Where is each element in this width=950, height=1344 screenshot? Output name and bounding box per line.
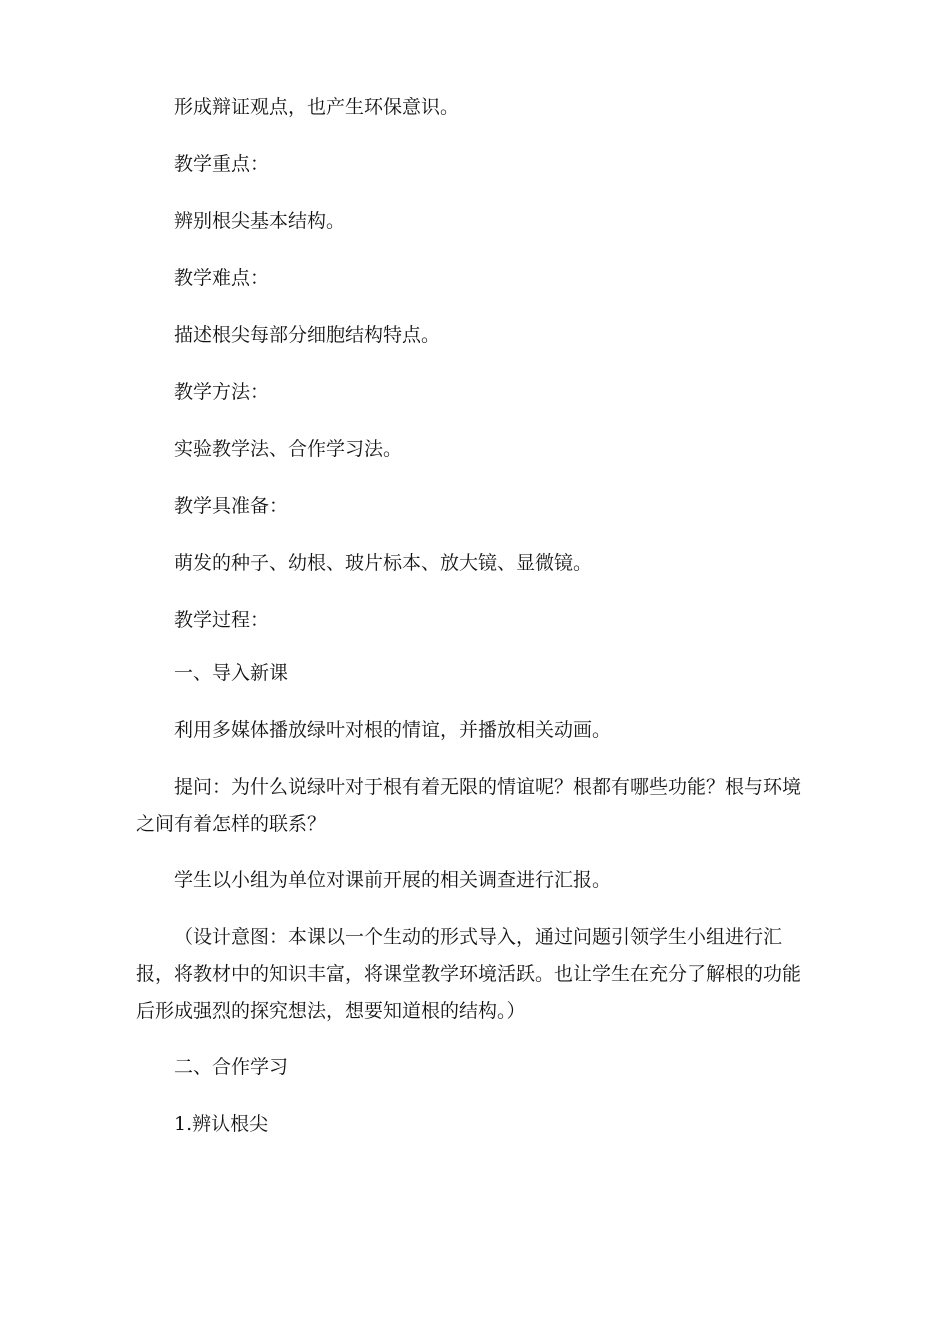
- heading-section-one: 一、导入新课: [174, 662, 289, 684]
- heading-subsection-one: 1.辨认根尖: [174, 1113, 269, 1135]
- heading-teaching-difficulties: 教学难点：: [174, 267, 270, 289]
- paragraph-difficulties: 描述根尖每部分细胞结构特点。: [174, 324, 441, 346]
- heading-teaching-materials: 教学具准备：: [174, 495, 289, 517]
- paragraph-materials: 萌发的种子、幼根、玻片标本、放大镜、显微镜。: [174, 552, 593, 574]
- paragraph-student-report: 学生以小组为单位对课前开展的相关调查进行汇报。: [174, 869, 612, 891]
- heading-section-two: 二、合作学习: [174, 1056, 289, 1078]
- heading-teaching-process: 教学过程：: [174, 609, 270, 631]
- paragraph-methods: 实验教学法、合作学习法。: [174, 438, 403, 460]
- paragraph-design-intent: （设计意图：本课以一个生动的形式导入，通过问题引领学生小组进行汇报，将教材中的知识丰富，将课堂教学环境活跃。也让学生在充分了解根的功能后形成强烈的探究想法，想要知道根的结构。）: [136, 926, 802, 1022]
- heading-teaching-key-points: 教学重点：: [174, 153, 270, 175]
- paragraph-environmental-awareness: 形成辩证观点，也产生环保意识。: [174, 96, 460, 118]
- paragraph-question: 提问：为什么说绿叶对于根有着无限的情谊呢？根都有哪些功能？根与环境之间有着怎样的联系？: [136, 776, 802, 835]
- paragraph-key-points: 辨别根尖基本结构。: [174, 210, 346, 232]
- paragraph-multimedia: 利用多媒体播放绿叶对根的情谊，并播放相关动画。: [174, 719, 612, 741]
- heading-teaching-methods: 教学方法：: [174, 381, 270, 403]
